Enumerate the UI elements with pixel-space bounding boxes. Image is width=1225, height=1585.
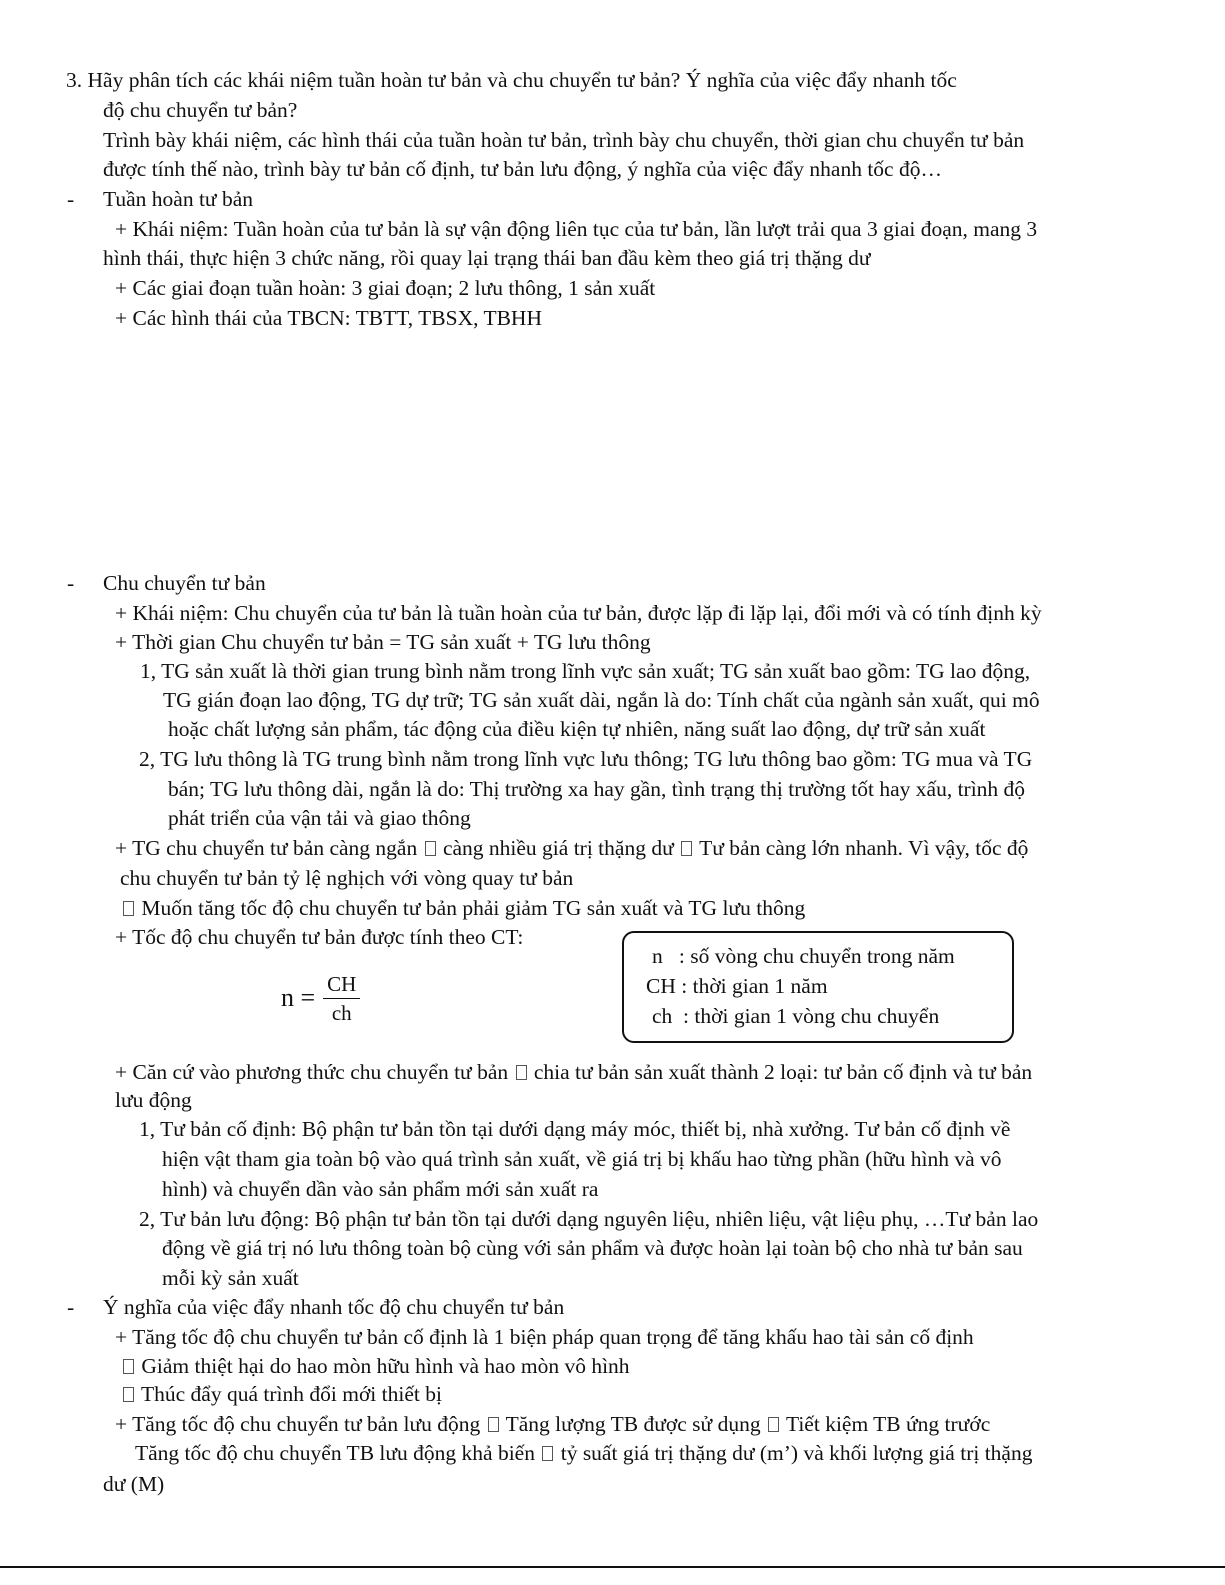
section-heading-chu-chuyen: Chu chuyển tư bản [103,571,266,595]
bullet-dash: - [67,1295,75,1319]
production-time-1: 1, TG sản xuất là thời gian trung bình nằm trong lĩnh vực sản xuất; TG sản xuất bao gồm: TG lao động, [140,659,1031,683]
tuan-hoan-stages: + Các giai đoạn tuần hoàn: 3 giai đoạn; 2 lưu thông, 1 sản xuất [115,276,656,300]
shorter-time-part-c: Tư bản càng lớn nhanh. Vì vậy, tốc độ [699,836,1029,860]
reduce-time-line [121,894,805,922]
formula-denominator: ch [331,1000,352,1025]
bullet-dash: - [67,571,75,595]
turnover-formula [281,965,360,1031]
basis-part-a: + Căn cứ vào phương thức chu chuyển tư bản [115,1060,509,1084]
variable-capital-line-2: dư (M) [103,1472,165,1496]
production-time-2: TG gián đoạn lao động, TG dự trữ; TG sản xuất dài, ngắn là do: Tính chất của ngành sản xuất, qui mô [163,688,1040,712]
tuan-hoan-concept-2: hình thái, thực hiện 3 chức năng, rồi quay lại trạng thái ban đầu kèm theo giá trị thặng dư [103,246,871,270]
production-time-3: hoặc chất lượng sản phẩm, tác động của điều kiện tự nhiên, năng suất lao động, dự trữ sản xuất [168,717,986,741]
arrow-symbol-icon [488,1417,499,1432]
tuan-hoan-concept-1: + Khái niệm: Tuần hoàn của tư bản là sự vận động liên tục của tư bản, lần lượt trải qua 3 giai đoạn, mang 3 [115,217,1038,241]
variable-capital-line-1 [135,1439,1032,1467]
formula-lhs: n = [281,983,316,1012]
arrow-symbol-icon [768,1417,779,1432]
arrow-symbol-icon [516,1065,527,1080]
fixed-speed-line: + Tăng tốc độ chu chuyển tư bản cố định là 1 biện pháp quan trọng để tăng khấu hao tài sản cố định [115,1325,974,1349]
formula-legend-box [622,931,1014,1043]
circulating-capital-3: mỗi kỳ sản xuất [162,1266,299,1290]
circulation-time-3: phát triển của vận tải và giao thông [168,806,471,830]
arrow-symbol-icon [681,841,692,856]
reduce-damage-text: Giảm thiệt hại do hao mòn hữu hình và hao mòn vô hình [141,1354,630,1378]
section-heading-y-nghia: Ý nghĩa của việc đẩy nhanh tốc độ chu chuyển tư bản [103,1295,565,1319]
fixed-capital-2: hiện vật tham gia toàn bộ vào quá trình sản xuất, về giá trị bị khấu hao từng phần (hữu hình và vô [162,1147,1002,1171]
shorter-time-part-a: + TG chu chuyển tư bản càng ngắn [115,836,418,860]
fixed-capital-1: 1, Tư bản cố định: Bộ phận tư bản tồn tại dưới dạng máy móc, thiết bị, nhà xưởng. Tư bản cố định về [139,1117,1011,1141]
circulation-time-2: bán; TG lưu thông dài, ngắn là do: Thị trường xa hay gần, tình trạng thị trường tốt hay xấu, trình độ [168,777,1026,801]
shorter-time-part-b: càng nhiều giá trị thặng dư [442,836,674,860]
legend-ch: ch : thời gian 1 vòng chu chuyển [652,1004,940,1028]
circulating-capital-2: động về giá trị nó lưu thông toàn bộ cùng với sản phẩm và được hoàn lại toàn bộ cho nhà tư bản sau [162,1236,1023,1260]
section-heading-tuan-hoan: Tuần hoàn tư bản [103,187,254,211]
arrow-symbol-icon [542,1446,553,1461]
question-line-2: độ chu chuyển tư bản? [103,98,298,122]
formula-intro: + Tốc độ chu chuyển tư bản được tính theo CT: [115,925,524,949]
chu-chuyen-concept: + Khái niệm: Chu chuyển của tư bản là tuần hoàn của tư bản, được lặp đi lặp lại, đổi mới và có tính định kỳ [115,601,1042,625]
fixed-capital-3: hình) và chuyển dần vào sản phẩm mới sản xuất ra [162,1177,599,1201]
variable-capital-part-a: Tăng tốc độ chu chuyển TB lưu động khả biến [135,1441,535,1465]
shorter-time-line-1 [115,834,1028,862]
circulating-speed-part-c: Tiết kiệm TB ứng trước [785,1412,991,1436]
shorter-time-line-2: chu chuyển tư bản tỷ lệ nghịch với vòng quay tư bản [120,866,574,890]
circulation-time-1: 2, TG lưu thông là TG trung bình nằm trong lĩnh vực lưu thông; TG lưu thông bao gồm: TG mua và TG [139,747,1033,771]
promote-renewal-line [121,1380,442,1408]
legend-n: n : số vòng chu chuyển trong năm [652,944,955,968]
arrow-symbol-icon [123,1387,134,1402]
circulating-speed-line [115,1410,990,1438]
variable-capital-part-b: tỷ suất giá trị thặng dư (m’) và khối lượng giá trị thặng [560,1441,1033,1465]
chu-chuyen-time: + Thời gian Chu chuyển tư bản = TG sản xuất + TG lưu thông [115,630,651,654]
promote-renewal-text: Thúc đẩy quá trình đổi mới thiết bị [141,1382,442,1406]
reduce-damage-line [121,1352,630,1380]
reduce-time-text: Muốn tăng tốc độ chu chuyển tư bản phải giảm TG sản xuất và TG lưu thông [141,896,806,920]
tuan-hoan-forms: + Các hình thái của TBCN: TBTT, TBSX, TBHH [115,306,542,330]
basis-part-b: chia tư bản sản xuất thành 2 loại: tư bản cố định và tư bản [533,1060,1033,1084]
bullet-dash: - [67,187,75,211]
question-instruction-1: Trình bày khái niệm, các hình thái của tuần hoàn tư bản, trình bày chu chuyển, thời gian chu chuyển tư bản [103,128,1025,152]
arrow-symbol-icon [425,841,436,856]
arrow-symbol-icon [123,1359,134,1374]
basis-line-2: lưu động [115,1088,192,1112]
question-line-1: 3. Hãy phân tích các khái niệm tuần hoàn tư bản và chu chuyển tư bản? Ý nghĩa của việc đẩy nhanh tốc [66,68,957,92]
page-bottom-rule [0,1566,1225,1568]
circulating-speed-part-a: + Tăng tốc độ chu chuyển tư bản lưu động [115,1412,481,1436]
arrow-symbol-icon [123,901,134,916]
circulating-speed-part-b: Tăng lượng TB được sử dụng [505,1412,761,1436]
question-instruction-2: được tính thế nào, trình bày tư bản cố định, tư bản lưu động, ý nghĩa của việc đẩy nhanh tốc độ… [103,157,942,181]
formula-numerator: CH [323,972,360,999]
formula-fraction [323,972,360,1025]
basis-line-1 [115,1058,1032,1086]
legend-CH: CH : thời gian 1 năm [646,974,828,998]
circulating-capital-1: 2, Tư bản lưu động: Bộ phận tư bản tồn tại dưới dạng nguyên liệu, nhiên liệu, vật liệu phụ, …Tư bản lao [139,1207,1039,1231]
